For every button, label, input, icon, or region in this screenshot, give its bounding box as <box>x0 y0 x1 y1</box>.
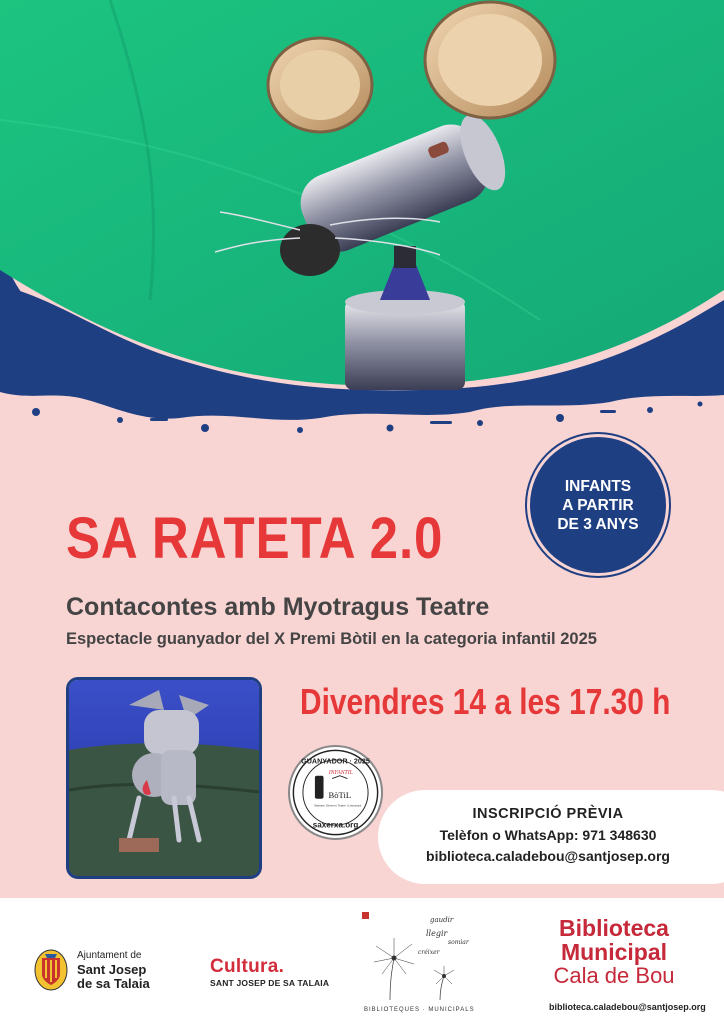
ajuntament-line-1: Ajuntament de <box>77 950 142 961</box>
ajuntament-line-2: Sant Josep <box>77 962 147 977</box>
seal-category-text: INFANTIL <box>328 769 353 776</box>
ajuntament-logo <box>33 948 150 992</box>
biblioteca-municipal-logo <box>549 916 679 988</box>
biblioteca-line-1: Biblioteca <box>559 915 669 941</box>
biblioteques-word-4: créixer <box>418 949 440 956</box>
registration-box <box>378 790 724 884</box>
botil-award-seal <box>288 745 383 840</box>
cultura-logo <box>210 956 329 988</box>
biblioteca-line-3: Cala de Bou <box>553 963 675 988</box>
age-badge-line-3: DE 3 ANYS <box>557 515 639 533</box>
dandelion-icon <box>360 910 472 1005</box>
registration-email[interactable]: biblioteca.caladebou@santjosep.org <box>426 848 670 864</box>
seal-caption-text: Balears Obreres Teatre i Literatura <box>314 803 362 808</box>
age-badge <box>530 437 666 573</box>
event-date-time: Divendres 14 a les 17.30 h <box>300 681 671 722</box>
coat-of-arms-icon <box>33 948 69 992</box>
biblioteques-word-3: somiar <box>448 939 469 946</box>
event-title: SA RATETA 2.0 <box>66 506 444 571</box>
sponsor-footer <box>0 898 724 1024</box>
seal-name-text: BòTiL <box>328 789 352 800</box>
registration-title: INSCRIPCIÓ PRÈVIA <box>472 806 624 822</box>
biblioteques-word-1: gaudir <box>430 916 454 924</box>
cultura-line-1: Cultura. <box>210 956 285 977</box>
age-badge-line-2: A PARTIR <box>562 496 634 514</box>
ajuntament-line-3: de sa Talaia <box>77 976 150 991</box>
award-line: Espectacle guanyador del X Premi Bòtil en la categoria infantil 2025 <box>66 630 597 648</box>
biblioteques-caption: BIBLIOTEQUES · MUNICIPALS <box>364 1007 475 1013</box>
biblioteca-line-2: Municipal <box>560 939 668 965</box>
event-subtitle: Contacontes amb Myotragus Teatre <box>66 593 490 621</box>
age-badge-line-1: INFANTS <box>564 477 632 495</box>
biblioteques-municipals-logo <box>360 910 475 1018</box>
cultura-line-2: SANT JOSEP DE SA TALAIA <box>210 978 330 988</box>
seal-top-text: GUANYADOR · 2025 <box>301 757 370 766</box>
biblioteca-email[interactable]: biblioteca.caladebou@santjosep.org <box>549 1002 706 1012</box>
seal-bottom-text: saxerxa.org <box>312 820 359 830</box>
hero-photo <box>0 0 724 440</box>
biblioteques-word-2: llegir <box>426 929 448 938</box>
dog-puppet-photo <box>66 677 262 879</box>
registration-phone[interactable]: Telèfon o WhatsApp: 971 348630 <box>439 827 657 843</box>
